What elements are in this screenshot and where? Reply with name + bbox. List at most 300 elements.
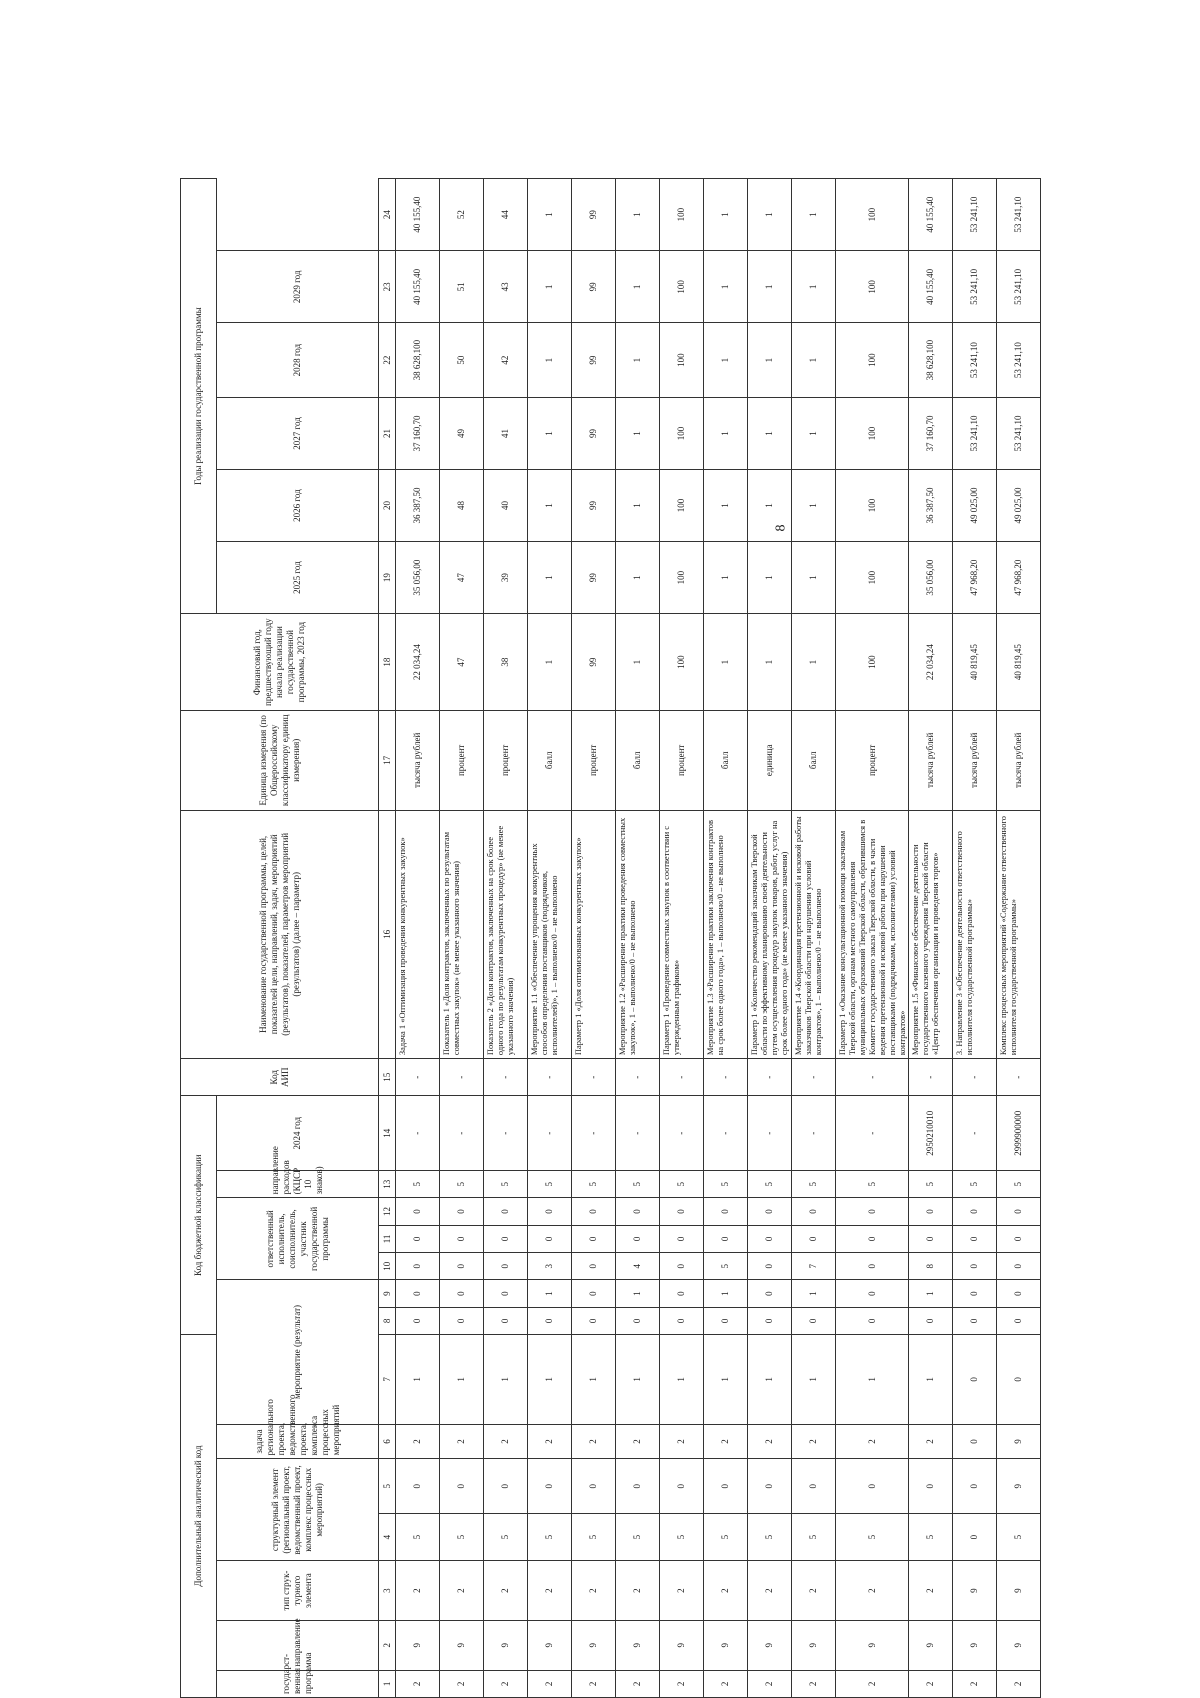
year-value-cell: 1 xyxy=(616,470,660,542)
code-cell: 9 xyxy=(953,1561,997,1621)
code-cell: 2 xyxy=(836,1670,909,1697)
code-cell: 9 xyxy=(616,1620,660,1670)
code-cell: 5 xyxy=(704,1253,748,1280)
code-cell: 0 xyxy=(396,1253,440,1280)
base-value-cell: 40 819,45 xyxy=(953,614,997,711)
code-cell: 2 xyxy=(440,1561,484,1621)
year-value-cell: 47 968,20 xyxy=(997,542,1041,614)
base-value-cell: 1 xyxy=(748,614,792,711)
code-cell: 9 xyxy=(396,1620,440,1670)
rotated-table-wrapper xyxy=(180,178,1200,1698)
year-value-cell: 47 xyxy=(440,542,484,614)
year-value-cell: 36 387,50 xyxy=(909,470,953,542)
aip-cell: - xyxy=(572,1059,616,1096)
year-value-cell: 53 241,10 xyxy=(997,397,1041,469)
col-number: 22 xyxy=(379,323,396,398)
code-cell: 2 xyxy=(792,1561,836,1621)
code-cell: 2 xyxy=(836,1424,909,1459)
code-cell: 0 xyxy=(572,1307,616,1334)
table-row xyxy=(997,179,1041,1698)
code-cell: 0 xyxy=(953,1280,997,1307)
code-cell: 0 xyxy=(704,1307,748,1334)
aip-cell: - xyxy=(997,1059,1041,1096)
base-value-cell: 1 xyxy=(616,614,660,711)
header-year-2026: 2026 год xyxy=(217,470,379,542)
kcsr-cell: 2950210010 xyxy=(909,1096,953,1171)
header-year-2029: 2029 год xyxy=(217,251,379,323)
aip-cell: - xyxy=(748,1059,792,1096)
year-value-cell: 100 xyxy=(836,397,909,469)
code-cell: 5 xyxy=(440,1171,484,1198)
code-cell: 5 xyxy=(792,1514,836,1561)
year-value-cell: 35 056,00 xyxy=(396,542,440,614)
year-value-cell: 100 xyxy=(836,470,909,542)
year-value-cell: 100 xyxy=(660,542,704,614)
year-value-cell: 1 xyxy=(792,179,836,251)
col-number: 2 xyxy=(379,1620,396,1670)
table-row xyxy=(836,179,909,1698)
code-cell: 0 xyxy=(484,1280,528,1307)
code-cell: 0 xyxy=(440,1307,484,1334)
aip-cell: - xyxy=(616,1059,660,1096)
code-cell: 0 xyxy=(909,1198,953,1225)
col-number: 13 xyxy=(379,1171,396,1198)
code-cell: 0 xyxy=(660,1253,704,1280)
year-value-cell: 1 xyxy=(792,251,836,323)
unit-cell: тысяча рублей xyxy=(396,711,440,810)
year-value-cell: 1 xyxy=(528,323,572,398)
name-cell: Комплекс процессных мероприятий «Содержание ответственного исполнителя государственной программы» xyxy=(997,810,1041,1059)
code-cell: 0 xyxy=(836,1225,909,1252)
year-value-cell: 43 xyxy=(484,251,528,323)
year-value-cell: 1 xyxy=(616,179,660,251)
header-struct: структурный элемент (региональный проект, ведомственный проект, комплекс процессных мероприятий) xyxy=(217,1459,379,1561)
code-cell: 0 xyxy=(748,1198,792,1225)
year-value-cell: 1 xyxy=(616,397,660,469)
code-cell: 9 xyxy=(836,1620,909,1670)
year-value-cell: 100 xyxy=(836,323,909,398)
code-cell: 5 xyxy=(484,1514,528,1561)
aip-cell: - xyxy=(396,1059,440,1096)
code-cell: 0 xyxy=(836,1459,909,1514)
code-cell: 1 xyxy=(528,1335,572,1424)
table-row xyxy=(484,179,528,1698)
code-cell: 5 xyxy=(616,1514,660,1561)
unit-cell: балл xyxy=(792,711,836,810)
year-value-cell: 53 241,10 xyxy=(997,179,1041,251)
year-value-cell: 40 xyxy=(484,470,528,542)
col-number: 14 xyxy=(379,1096,396,1171)
year-value-cell: 1 xyxy=(748,323,792,398)
code-cell: 0 xyxy=(792,1459,836,1514)
code-cell: 5 xyxy=(572,1171,616,1198)
code-cell: 0 xyxy=(572,1225,616,1252)
code-cell: 5 xyxy=(836,1514,909,1561)
code-cell: 0 xyxy=(528,1459,572,1514)
col-number: 9 xyxy=(379,1280,396,1307)
header-type: тип струк-турного элемента xyxy=(217,1561,379,1621)
code-cell: 2 xyxy=(909,1424,953,1459)
code-cell: 5 xyxy=(997,1514,1041,1561)
kcsr-cell: - xyxy=(528,1096,572,1171)
aip-cell: - xyxy=(704,1059,748,1096)
code-cell: 5 xyxy=(484,1171,528,1198)
year-value-cell: 47 968,20 xyxy=(953,542,997,614)
header-task: задача регионального проекта, ведомственного проекта, комплекса процессных мероприятий xyxy=(217,1424,379,1459)
code-cell: 0 xyxy=(396,1198,440,1225)
code-cell: 9 xyxy=(484,1620,528,1670)
base-value-cell: 1 xyxy=(528,614,572,711)
year-value-cell: 100 xyxy=(660,470,704,542)
code-cell: 0 xyxy=(792,1225,836,1252)
year-value-cell: 53 241,10 xyxy=(997,251,1041,323)
code-cell: 3 xyxy=(528,1253,572,1280)
code-cell: 0 xyxy=(572,1280,616,1307)
year-value-cell: 1 xyxy=(748,397,792,469)
year-value-cell: 100 xyxy=(660,179,704,251)
code-cell: 5 xyxy=(704,1514,748,1561)
code-cell: 9 xyxy=(528,1620,572,1670)
year-value-cell: 1 xyxy=(704,323,748,398)
kcsr-cell: - xyxy=(396,1096,440,1171)
code-cell: 2 xyxy=(616,1670,660,1697)
year-value-cell: 1 xyxy=(528,251,572,323)
name-cell: Мероприятие 1.1 «Обеспечение упрощения конкурентных способов определения поставщиков (подрядчиков, исполнителей)», 1 – выполнено/0 – не выполнено xyxy=(528,810,572,1059)
year-value-cell: 1 xyxy=(792,470,836,542)
code-cell: 0 xyxy=(528,1198,572,1225)
year-value-cell: 99 xyxy=(572,179,616,251)
base-value-cell: 99 xyxy=(572,614,616,711)
year-value-cell: 49 025,00 xyxy=(997,470,1041,542)
code-cell: 0 xyxy=(909,1459,953,1514)
code-cell: 5 xyxy=(528,1514,572,1561)
code-cell: 0 xyxy=(792,1307,836,1334)
code-cell: 0 xyxy=(748,1280,792,1307)
code-cell: 1 xyxy=(704,1335,748,1424)
year-value-cell: 1 xyxy=(704,251,748,323)
code-cell: 0 xyxy=(997,1280,1041,1307)
col-number: 17 xyxy=(379,711,396,810)
year-value-cell: 37 160,70 xyxy=(909,397,953,469)
base-value-cell: 40 819,45 xyxy=(997,614,1041,711)
table-body xyxy=(396,179,1041,1698)
header-year-2028: 2028 год xyxy=(217,323,379,398)
code-cell: 0 xyxy=(748,1307,792,1334)
code-cell: 0 xyxy=(836,1307,909,1334)
code-cell: 2 xyxy=(484,1670,528,1697)
name-cell: Мероприятие 1.5 «Финансовое обеспечение деятельности государственного казенного учреждения Тверской области «Центр обеспечения организации и проведения торгов» xyxy=(909,810,953,1059)
code-cell: 2 xyxy=(704,1670,748,1697)
code-cell: 5 xyxy=(909,1171,953,1198)
aip-cell: - xyxy=(528,1059,572,1096)
code-cell: 0 xyxy=(997,1253,1041,1280)
code-cell: 0 xyxy=(528,1307,572,1334)
code-cell: 5 xyxy=(396,1514,440,1561)
table-row xyxy=(748,179,792,1698)
year-value-cell: 39 xyxy=(484,542,528,614)
year-value-cell: 51 xyxy=(440,251,484,323)
kcsr-cell: - xyxy=(704,1096,748,1171)
year-value-cell: 99 xyxy=(572,470,616,542)
code-cell: 0 xyxy=(997,1225,1041,1252)
code-cell: 0 xyxy=(953,1335,997,1424)
aip-cell: - xyxy=(660,1059,704,1096)
code-cell: 2 xyxy=(660,1670,704,1697)
code-cell: 2 xyxy=(616,1424,660,1459)
code-cell: 0 xyxy=(704,1225,748,1252)
code-cell: 0 xyxy=(953,1198,997,1225)
header-event: мероприятие (результат) xyxy=(217,1280,379,1424)
code-cell: 0 xyxy=(616,1198,660,1225)
year-value-cell: 41 xyxy=(484,397,528,469)
header-year-2025: 2025 год xyxy=(217,542,379,614)
code-cell: 2 xyxy=(748,1561,792,1621)
table-row xyxy=(909,179,953,1698)
col-number: 10 xyxy=(379,1253,396,1280)
code-cell: 0 xyxy=(440,1225,484,1252)
year-value-cell: 99 xyxy=(572,251,616,323)
code-cell: 2 xyxy=(997,1670,1041,1697)
name-cell: Мероприятие 1.2 «Расширение практики проведения совместных закупок», 1 – выполнено/0 – не выполнено xyxy=(616,810,660,1059)
year-value-cell: 1 xyxy=(616,251,660,323)
code-cell: 2 xyxy=(748,1424,792,1459)
year-value-cell: 100 xyxy=(660,251,704,323)
code-cell: 1 xyxy=(792,1335,836,1424)
year-value-cell: 99 xyxy=(572,542,616,614)
table-row xyxy=(440,179,484,1698)
header-dop-group: Дополнительный аналитический код xyxy=(181,1335,217,1698)
year-value-cell: 36 387,50 xyxy=(396,470,440,542)
col-number: 19 xyxy=(379,542,396,614)
name-cell: Параметр 1 «Проведение совместных закупок в соответствии с утвержденным графиком» xyxy=(660,810,704,1059)
code-cell: 0 xyxy=(748,1225,792,1252)
unit-cell: процент xyxy=(440,711,484,810)
unit-cell: единица xyxy=(748,711,792,810)
unit-cell: балл xyxy=(616,711,660,810)
unit-cell: балл xyxy=(528,711,572,810)
kcsr-cell: - xyxy=(616,1096,660,1171)
code-cell: 1 xyxy=(748,1335,792,1424)
code-cell: 0 xyxy=(997,1198,1041,1225)
code-cell: 2 xyxy=(396,1424,440,1459)
year-value-cell: 1 xyxy=(748,179,792,251)
table-row xyxy=(660,179,704,1698)
year-value-cell: 1 xyxy=(704,397,748,469)
col-number: 11 xyxy=(379,1225,396,1252)
year-value-cell: 40 155,40 xyxy=(909,179,953,251)
code-cell: 0 xyxy=(953,1514,997,1561)
code-cell: 2 xyxy=(572,1670,616,1697)
aip-cell: - xyxy=(484,1059,528,1096)
code-cell: 5 xyxy=(616,1171,660,1198)
code-cell: 0 xyxy=(440,1280,484,1307)
header-years-group: Годы реализации государственной программы xyxy=(181,179,217,614)
code-cell: 9 xyxy=(572,1620,616,1670)
code-cell: 2 xyxy=(572,1424,616,1459)
code-cell: 1 xyxy=(836,1335,909,1424)
code-cell: 1 xyxy=(528,1280,572,1307)
year-value-cell: 53 241,10 xyxy=(953,251,997,323)
year-value-cell: 1 xyxy=(748,251,792,323)
header-direction: направление xyxy=(217,1620,379,1670)
code-cell: 2 xyxy=(396,1561,440,1621)
base-value-cell: 100 xyxy=(836,614,909,711)
unit-cell: тысяча рублей xyxy=(997,711,1041,810)
code-cell: 5 xyxy=(660,1514,704,1561)
year-value-cell: 1 xyxy=(528,397,572,469)
year-value-cell: 1 xyxy=(748,470,792,542)
aip-cell: - xyxy=(836,1059,909,1096)
code-cell: 0 xyxy=(616,1307,660,1334)
code-cell: 5 xyxy=(792,1171,836,1198)
page-number: 8 xyxy=(773,524,789,532)
code-cell: 2 xyxy=(660,1561,704,1621)
unit-cell: тысяча рублей xyxy=(909,711,953,810)
code-cell: 0 xyxy=(484,1253,528,1280)
base-value-cell: 38 xyxy=(484,614,528,711)
code-cell: 9 xyxy=(997,1459,1041,1514)
code-cell: 2 xyxy=(660,1424,704,1459)
code-cell: 1 xyxy=(484,1335,528,1424)
col-number: 16 xyxy=(379,810,396,1059)
kcsr-cell: - xyxy=(748,1096,792,1171)
year-value-cell: 1 xyxy=(704,470,748,542)
code-cell: 1 xyxy=(660,1335,704,1424)
code-cell: 0 xyxy=(572,1198,616,1225)
code-cell: 5 xyxy=(440,1514,484,1561)
code-cell: 0 xyxy=(660,1198,704,1225)
year-value-cell: 100 xyxy=(660,323,704,398)
code-cell: 9 xyxy=(660,1620,704,1670)
code-cell: 2 xyxy=(440,1424,484,1459)
table-row xyxy=(953,179,997,1698)
header-admin: ответственный исполнитель, соисполнитель, участник государственной программы xyxy=(217,1198,379,1280)
code-cell: 5 xyxy=(953,1171,997,1198)
code-cell: 1 xyxy=(396,1335,440,1424)
code-cell: 0 xyxy=(909,1225,953,1252)
code-cell: 0 xyxy=(484,1459,528,1514)
code-cell: 9 xyxy=(909,1620,953,1670)
code-cell: 0 xyxy=(396,1459,440,1514)
unit-cell: тысяча рублей xyxy=(953,711,997,810)
program-table xyxy=(180,178,1041,1698)
base-value-cell: 22 034,24 xyxy=(909,614,953,711)
code-cell: 1 xyxy=(909,1280,953,1307)
header-kcsr: направление расходов (КЦСР 10 знаков) xyxy=(217,1171,379,1198)
table-row xyxy=(528,179,572,1698)
code-cell: 1 xyxy=(792,1280,836,1307)
kcsr-cell: - xyxy=(792,1096,836,1171)
name-cell: Показатель 2 «Доля контрактов, заключенных на срок более одного года по результатам конкурентных процедур» (не менее указанного значения) xyxy=(484,810,528,1059)
header-gp: государст-венная программа xyxy=(217,1670,379,1697)
code-cell: 5 xyxy=(396,1171,440,1198)
base-value-cell: 47 xyxy=(440,614,484,711)
code-cell: 9 xyxy=(997,1620,1041,1670)
col-number: 1 xyxy=(379,1670,396,1697)
year-value-cell: 100 xyxy=(836,179,909,251)
name-cell: Показатель 1 «Доля контрактов, заключенных по результатам совместных закупок» (не менее указанного значения) xyxy=(440,810,484,1059)
kcsr-cell: - xyxy=(953,1096,997,1171)
unit-cell: процент xyxy=(836,711,909,810)
header-kbk-group: Код бюджетной классификации xyxy=(181,1096,217,1335)
unit-cell: балл xyxy=(704,711,748,810)
code-cell: 0 xyxy=(660,1459,704,1514)
code-cell: 1 xyxy=(616,1280,660,1307)
code-cell: 5 xyxy=(909,1514,953,1561)
year-value-cell: 42 xyxy=(484,323,528,398)
unit-cell: процент xyxy=(484,711,528,810)
year-value-cell: 1 xyxy=(616,542,660,614)
code-cell: 0 xyxy=(616,1459,660,1514)
aip-cell: - xyxy=(953,1059,997,1096)
kcsr-cell: - xyxy=(440,1096,484,1171)
code-cell: 2 xyxy=(616,1561,660,1621)
code-cell: 0 xyxy=(660,1280,704,1307)
name-cell: 3. Направление 3 «Обеспечение деятельности ответственного исполнителя государственной программы» xyxy=(953,810,997,1059)
code-cell: 8 xyxy=(909,1253,953,1280)
code-cell: 0 xyxy=(484,1225,528,1252)
table-row xyxy=(616,179,660,1698)
code-cell: 2 xyxy=(528,1670,572,1697)
col-number: 18 xyxy=(379,614,396,711)
code-cell: 0 xyxy=(748,1253,792,1280)
code-cell: 5 xyxy=(528,1171,572,1198)
year-value-cell: 37 160,70 xyxy=(396,397,440,469)
code-cell: 0 xyxy=(953,1459,997,1514)
table-row xyxy=(792,179,836,1698)
year-value-cell: 1 xyxy=(792,397,836,469)
header-year-2024: 2024 год xyxy=(217,1096,379,1171)
header-base-year: Финансовый год, предшествующий году начала реализации государственной программы, 2023 год xyxy=(181,614,379,711)
year-value-cell: 1 xyxy=(528,542,572,614)
code-cell: 0 xyxy=(528,1225,572,1252)
code-cell: 0 xyxy=(396,1307,440,1334)
year-value-cell: 1 xyxy=(528,470,572,542)
col-number: 20 xyxy=(379,470,396,542)
code-cell: 2 xyxy=(704,1424,748,1459)
kcsr-cell: - xyxy=(484,1096,528,1171)
base-value-cell: 1 xyxy=(792,614,836,711)
aip-cell: - xyxy=(792,1059,836,1096)
code-cell: 5 xyxy=(572,1514,616,1561)
year-value-cell: 100 xyxy=(660,397,704,469)
name-cell: Задача 1 «Оптимизация проведения конкурентных закупок» xyxy=(396,810,440,1059)
year-value-cell: 1 xyxy=(616,323,660,398)
col-number: 24 xyxy=(379,179,396,251)
year-value-cell: 1 xyxy=(704,179,748,251)
code-cell: 2 xyxy=(440,1670,484,1697)
code-cell: 0 xyxy=(660,1225,704,1252)
name-cell: Параметр 1 «Доля оптимизованных конкурентных закупок» xyxy=(572,810,616,1059)
code-cell: 0 xyxy=(953,1424,997,1459)
table-row xyxy=(396,179,440,1698)
code-cell: 9 xyxy=(440,1620,484,1670)
col-number: 4 xyxy=(379,1514,396,1561)
col-number: 5 xyxy=(379,1459,396,1514)
col-number: 12 xyxy=(379,1198,396,1225)
year-value-cell: 50 xyxy=(440,323,484,398)
kcsr-cell: - xyxy=(836,1096,909,1171)
code-cell: 5 xyxy=(836,1171,909,1198)
code-cell: 0 xyxy=(572,1253,616,1280)
code-cell: 2 xyxy=(748,1670,792,1697)
table-row xyxy=(704,179,748,1698)
year-value-cell: 53 241,10 xyxy=(997,323,1041,398)
column-number-row xyxy=(379,179,396,1698)
code-cell: 5 xyxy=(660,1171,704,1198)
year-value-cell: 53 241,10 xyxy=(953,397,997,469)
kcsr-cell: 2999900000 xyxy=(997,1096,1041,1171)
